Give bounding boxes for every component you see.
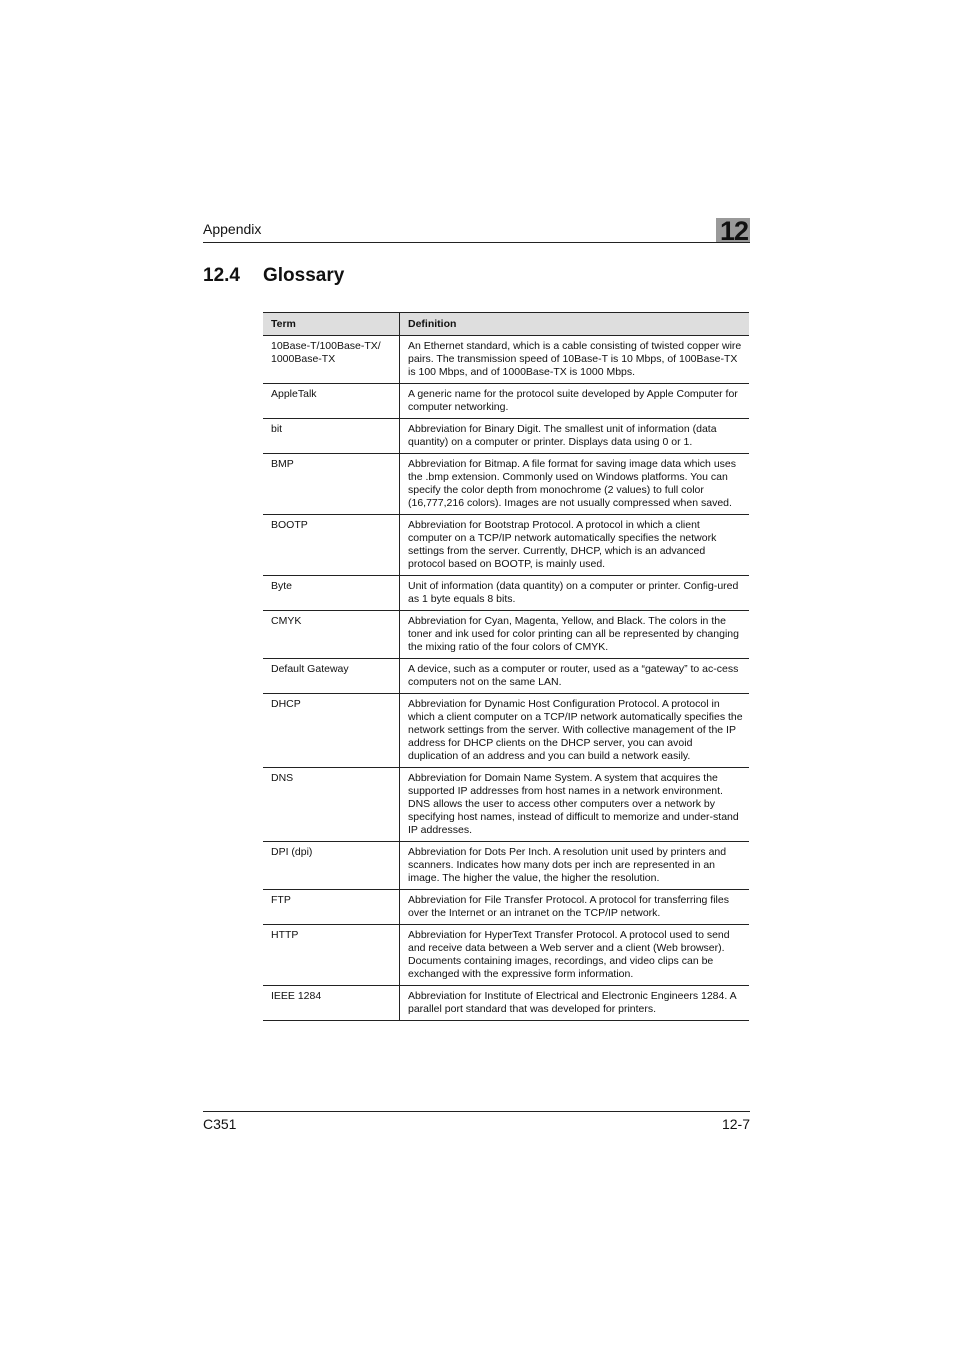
glossary-definition: Abbreviation for Domain Name System. A system that acquires the supported IP addresses from host names in a network environment. DNS allows the user to access other computers over a network by specifying host names, instead of difficult to memorize and under-stand IP addresses. bbox=[400, 768, 750, 842]
table-row bbox=[263, 925, 749, 986]
page-header bbox=[203, 216, 750, 246]
table-row bbox=[263, 576, 749, 611]
glossary-definition: An Ethernet standard, which is a cable consisting of twisted copper wire pairs. The transmission speed of 10Base-T is 10 Mbps, of 100Base-TX is 100 Mbps, and of 1000Base-TX is 1000 Mbps. bbox=[400, 336, 750, 384]
table-row bbox=[263, 336, 749, 384]
glossary-definition: A generic name for the protocol suite developed by Apple Computer for computer networking. bbox=[400, 384, 750, 419]
page-footer bbox=[203, 1111, 750, 1132]
footer-model: C351 bbox=[203, 1116, 237, 1132]
table-row bbox=[263, 659, 749, 694]
table-row bbox=[263, 842, 749, 890]
table-row bbox=[263, 890, 749, 925]
glossary-definition: Abbreviation for Bitmap. A file format for saving image data which uses the .bmp extension. Commonly used on Windows platforms. You can specify the color depth from monochrome (2 values) to full color (16,777,216 colors). Images are not usually compressed when saved. bbox=[400, 454, 750, 515]
table-row bbox=[263, 694, 749, 768]
glossary-term: DNS bbox=[263, 768, 400, 842]
footer-page-number: 12-7 bbox=[721, 1116, 750, 1132]
table-row bbox=[263, 515, 749, 576]
glossary-body bbox=[263, 336, 749, 1021]
table-header-row bbox=[263, 313, 749, 336]
glossary-term: AppleTalk bbox=[263, 384, 400, 419]
table-row bbox=[263, 384, 749, 419]
table-row bbox=[263, 768, 749, 842]
glossary-definition: Abbreviation for Binary Digit. The smallest unit of information (data quantity) on a computer or printer. Displays data using 0 or 1. bbox=[400, 419, 750, 454]
glossary-definition: Abbreviation for File Transfer Protocol. A protocol for transferring files over the Internet or an intranet on the TCP/IP network. bbox=[400, 890, 750, 925]
glossary-definition: A device, such as a computer or router, used as a “gateway” to ac-cess computers not on the same LAN. bbox=[400, 659, 750, 694]
glossary-term: BOOTP bbox=[263, 515, 400, 576]
glossary-term: bit bbox=[263, 419, 400, 454]
table-row bbox=[263, 454, 749, 515]
glossary-term: HTTP bbox=[263, 925, 400, 986]
glossary-term: DHCP bbox=[263, 694, 400, 768]
column-header-definition: Definition bbox=[400, 313, 750, 336]
section-title: Glossary bbox=[263, 265, 345, 286]
header-title: Appendix bbox=[203, 221, 262, 237]
glossary-definition: Abbreviation for Dynamic Host Configuration Protocol. A protocol in which a client computer on a TCP/IP network automatically specifies the network settings from the server. With collective management of the IP address for DHCP clients on the DHCP server, you can avoid duplication of an address and you can build a network easily. bbox=[400, 694, 750, 768]
glossary-term: Default Gateway bbox=[263, 659, 400, 694]
table-row bbox=[263, 611, 749, 659]
table-row bbox=[263, 419, 749, 454]
glossary-term: BMP bbox=[263, 454, 400, 515]
glossary-definition: Abbreviation for Dots Per Inch. A resolution unit used by printers and scanners. Indicates how many dots per inch are represented in an image. The higher the value, the higher the resolution. bbox=[400, 842, 750, 890]
table-row bbox=[263, 986, 749, 1021]
glossary-term: 10Base-T/100Base-TX/ 1000Base-TX bbox=[263, 336, 400, 384]
glossary-definition: Abbreviation for Bootstrap Protocol. A protocol in which a client computer on a TCP/IP network automatically specifies the network settings from the server. Currently, DHCP, which is an advanced protocol based on BOOTP, is mainly used. bbox=[400, 515, 750, 576]
column-header-term: Term bbox=[263, 313, 400, 336]
glossary-term: CMYK bbox=[263, 611, 400, 659]
section-heading bbox=[203, 265, 344, 287]
glossary-definition: Abbreviation for Institute of Electrical and Electronic Engineers 1284. A parallel port standard that was developed for printers. bbox=[400, 986, 750, 1021]
glossary-table bbox=[263, 312, 749, 1021]
glossary-term: IEEE 1284 bbox=[263, 986, 400, 1021]
glossary-definition: Unit of information (data quantity) on a computer or printer. Config-ured as 1 byte equals 8 bits. bbox=[400, 576, 750, 611]
glossary-term: Byte bbox=[263, 576, 400, 611]
glossary-definition: Abbreviation for HyperText Transfer Protocol. A protocol used to send and receive data between a Web server and a client (Web browser). Documents containing images, recordings, and video clips can be exchanged with the expressive form information. bbox=[400, 925, 750, 986]
glossary-definition: Abbreviation for Cyan, Magenta, Yellow, and Black. The colors in the toner and ink used for color printing can all be represented by changing the mixing ratio of the four colors of CMYK. bbox=[400, 611, 750, 659]
glossary-term: DPI (dpi) bbox=[263, 842, 400, 890]
glossary-term: FTP bbox=[263, 890, 400, 925]
section-number: 12.4 bbox=[203, 265, 240, 286]
chapter-number-badge: 12 bbox=[716, 218, 750, 242]
